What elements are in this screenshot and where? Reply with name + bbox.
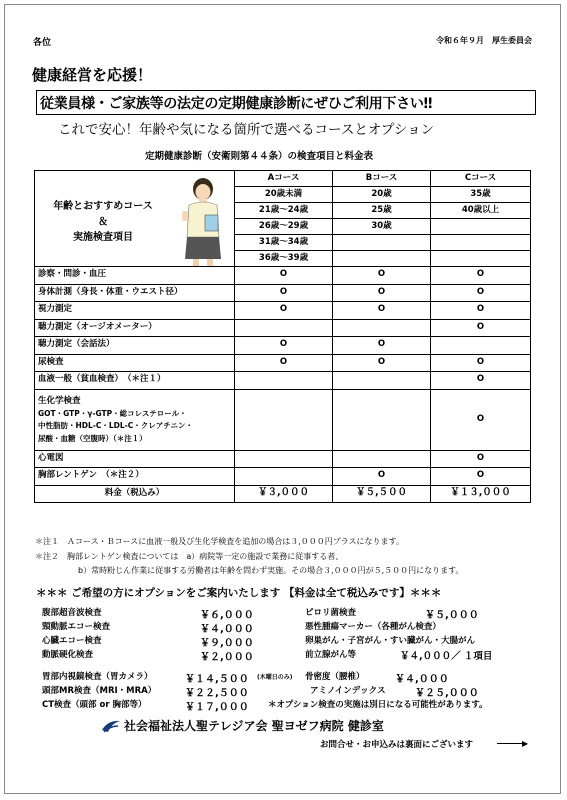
course-a-header: Aコース [235, 171, 333, 187]
table-row: 聴力測定（オージオメーター） O [35, 319, 531, 337]
option-item: ピロリ菌検査 [305, 608, 357, 618]
recipient-label: 各位 [33, 38, 52, 48]
option-price: ￥４,０００ [200, 624, 254, 635]
hospital-logo-icon [100, 718, 122, 734]
table-row: 尿検査 O O O [35, 354, 531, 372]
option-price: ￥１７,０００ [185, 702, 249, 713]
note-2: ＊注２ 胸部レントゲン検査については a）病院等一定の施設で業務に従事する者、 [35, 552, 344, 561]
age-cell: 31歳～34歳 [235, 235, 333, 251]
option-item: 動脈硬化検査 [42, 650, 94, 660]
age-cell: 20歳未満 [235, 187, 333, 203]
option-price: ￥２,０００ [200, 652, 254, 663]
option-item: 腹部超音波検査 [42, 608, 102, 618]
option-item: 悪性腫瘍マーカー（各種がん検査） [305, 622, 441, 632]
course-c-header: Cコース [431, 171, 531, 187]
age-cell: 21歳～24歳 [235, 203, 333, 219]
age-cell: 40歳以上 [431, 203, 531, 219]
option-price: ￥２２,５００ [185, 688, 249, 699]
arrow-right-icon: ▶ [522, 739, 529, 748]
option-price: ￥６,０００ [200, 610, 254, 621]
price-row: 料金（税込み） ￥３,０００ ￥５,５００ ￥１３,０００ [35, 485, 531, 503]
table-row: 診察・問診・血圧 O O O [35, 267, 531, 285]
option-price: ￥５,０００ [425, 610, 479, 621]
age-cell [431, 219, 531, 235]
nurse-illustration [175, 175, 231, 267]
option-item: 胃部内視鏡検査（胃カメラ） [42, 672, 153, 682]
option-price: ￥４,０００／ １項目 [400, 651, 493, 662]
table-row: 身体計測（身長・体重・ウエスト径） O O O [35, 284, 531, 302]
table-row: 血液一般（貧血検査） （＊注１） O [35, 372, 531, 390]
age-cell [333, 235, 431, 251]
table-title: 定期健康診断（安衛則第４４条）の検査項目と料金表 [145, 151, 374, 162]
option-price: ￥４,０００ [395, 674, 449, 685]
age-cell: 26歳～29歳 [235, 219, 333, 235]
table-row: 聴力測定（会話法） O O [35, 337, 531, 355]
option-price: ￥１４,５００ [185, 674, 249, 685]
arrow-line [497, 743, 525, 744]
corner-cell [35, 171, 235, 267]
option-item: 卵巣がん・子宮がん・すい臓がん・大腸がん [305, 636, 476, 646]
table-row: 視力測定 O O O [35, 302, 531, 320]
options-heading: ＊＊＊ ご希望の方にオプションをご案内いたします 【料金は全て税込みです】＊＊＊ [36, 587, 442, 599]
contact-note: お問合せ・お申込みは裏面にございます [320, 740, 474, 750]
option-disclaimer: ＊オプション検査の実施は別日になる可能性があります。 [268, 700, 488, 710]
age-cell: 30歳 [333, 219, 431, 235]
age-cell: 36歳～39歳 [235, 251, 333, 267]
option-item: 心臓エコー検査 [42, 636, 102, 646]
age-cell [431, 235, 531, 251]
subtitle: これで安心！年齢や気になる箇所で選べるコースとオプション [58, 122, 435, 138]
banner-text: 従業員様・ご家族等の法定の定期健康診断にぜひご利用下さい‼ [40, 96, 433, 112]
main-title: 健康経営を応援！ [32, 66, 153, 84]
note-1: ＊注１ Ａコース・Ｂコースに血液一般及び生化学検査を追加の場合は３,０００円プラスになります。 [35, 537, 404, 546]
option-item: CT検査（頭部 or 胸部等） [42, 700, 147, 710]
corner-label: 年齢とおすすめコース ＆ 実施検査項目 [53, 201, 153, 243]
date-sender: 令和６年９月 厚生委員会 [436, 36, 532, 45]
option-item: 骨密度（腰椎） [305, 672, 365, 682]
exam-table [34, 170, 531, 503]
option-price: ￥９,０００ [200, 638, 254, 649]
organization-name: 社会福祉法人聖テレジア会 聖ヨゼフ病院 健診室 [124, 719, 384, 733]
table-row-biochem: 生化学検査 GOT・GTP・γ-GTP・総コレステロール・ 中性脂肪・HDL-C・LDL-C・クレアチニン・ 尿酸・血糖（空腹時）（＊注１） O [35, 389, 531, 450]
age-cell: 25歳 [333, 203, 431, 219]
table-row: 胸部レントゲン （＊注２） O O [35, 468, 531, 486]
age-cell [431, 251, 531, 267]
option-note: (木曜日のみ) [257, 674, 293, 681]
option-item: アミノインデックス [310, 686, 386, 696]
option-item: 前立腺がん等 [305, 650, 357, 660]
option-item: 頭部MR検査（MRI・MRA） [42, 686, 157, 696]
age-cell [333, 251, 431, 267]
course-b-header: Bコース [333, 171, 431, 187]
option-item: 頸動脈エコー検査 [42, 622, 111, 632]
table-row: 心電図 O [35, 450, 531, 468]
option-price: ￥２５,０００ [415, 688, 479, 699]
note-3: b）常時粉じん作業に従事する労働者は年齢を問わず実施。その場合３,０００円が５,５００円になります。 [78, 566, 464, 575]
age-cell: 35歳 [431, 187, 531, 203]
age-cell: 20歳 [333, 187, 431, 203]
